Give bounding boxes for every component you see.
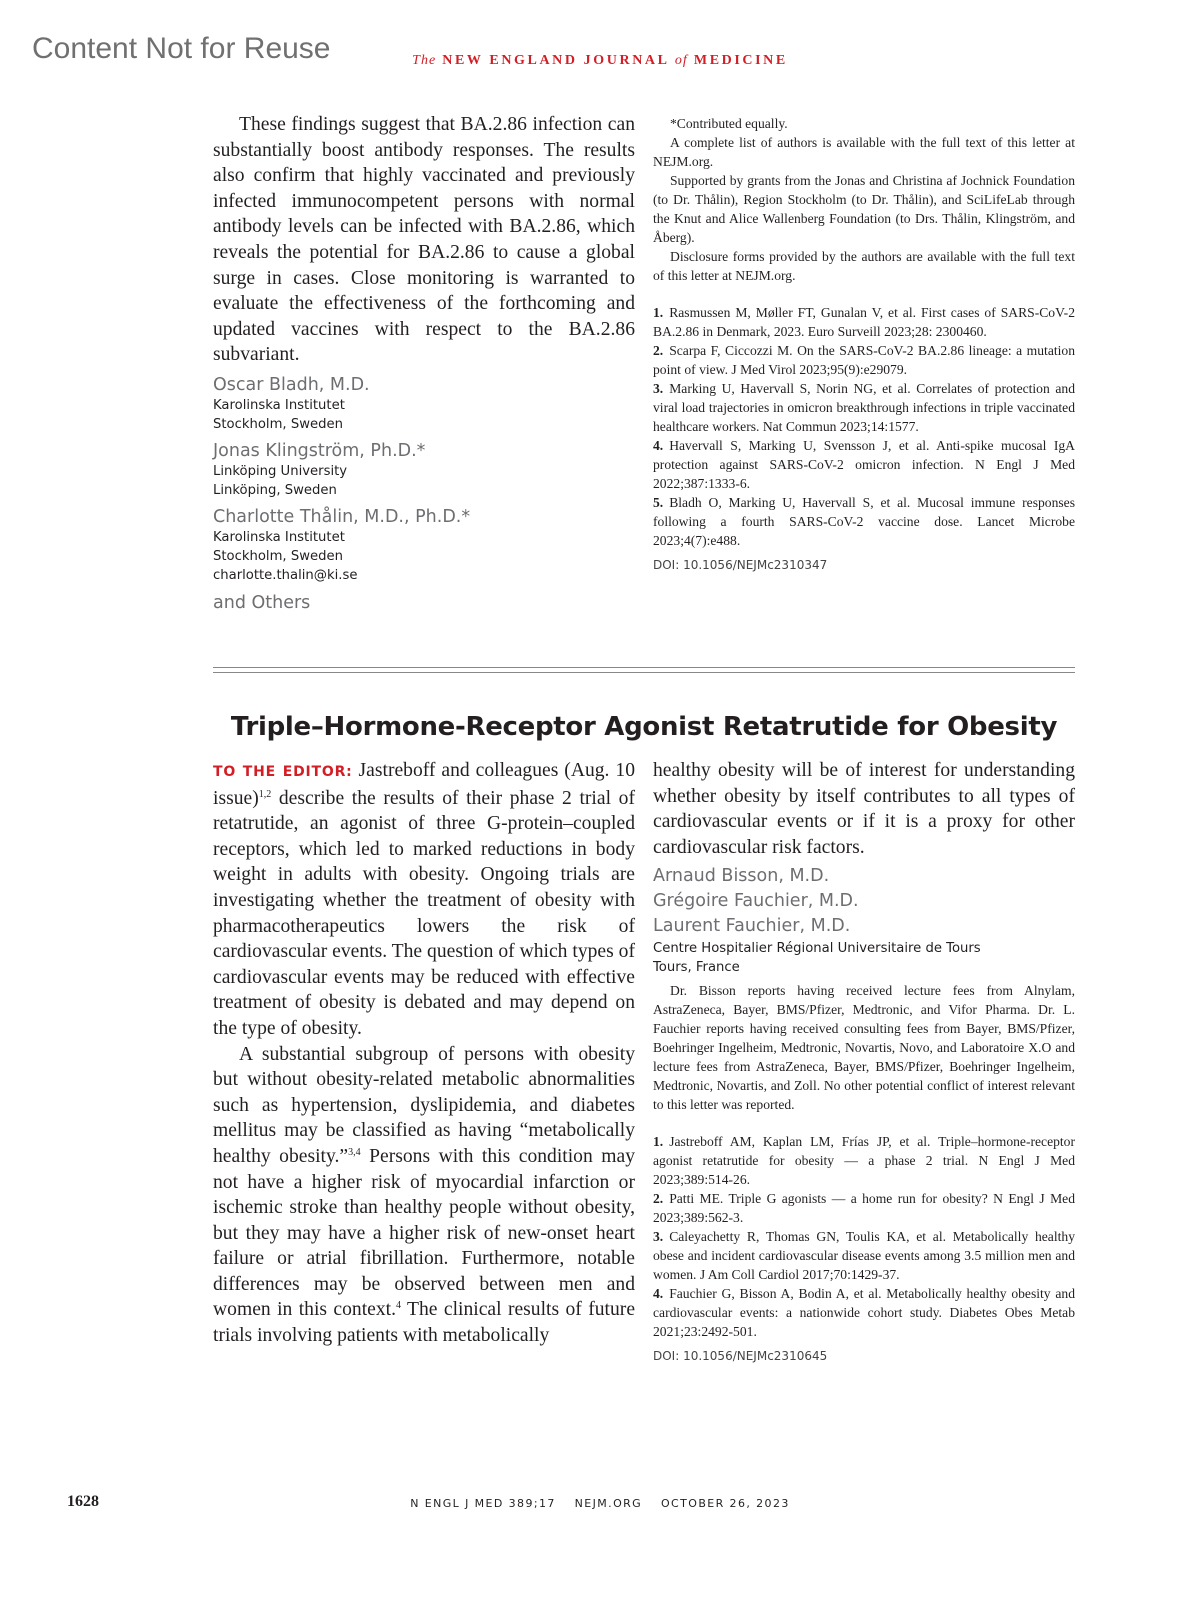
letter2-references (653, 1132, 1075, 1341)
masthead-the: The (412, 53, 437, 68)
author-location: Linköping, Sweden (213, 482, 337, 498)
reference-text: Fauchier G, Bisson A, Bodin A, et al. Metabolically healthy obesity and cardiovascular events: a nationwide cohort study. Diabetes Obes Metab 2021;23:2492-501. (653, 1286, 1075, 1340)
masthead-name1: NEW ENGLAND JOURNAL (442, 53, 669, 68)
letter2-affiliation: Centre Hospitalier Régional Universitaire de Tours (653, 941, 981, 957)
reference-number: 1. (653, 1134, 664, 1150)
reference-item (653, 1132, 1075, 1189)
reference-item (653, 1227, 1075, 1284)
letter2-disclosure-block (653, 981, 1075, 1114)
author-location: Stockholm, Sweden (213, 548, 343, 564)
reference-number: 2. (653, 343, 664, 358)
reference-text: Marking U, Havervall S, Norin NG, et al. Correlates of protection and viral load trajectories in omicron breakthrough infections in triple vaccinated healthcare workers. Nat Commun 2023;14:1577. (653, 381, 1075, 434)
author-affiliation: Karolinska Institutet (213, 529, 345, 545)
letter1-author-2 (213, 440, 635, 500)
letter2-body (213, 758, 635, 1349)
to-the-editor-label: TO THE EDITOR: (213, 764, 353, 780)
section-divider-bottom (213, 672, 1075, 673)
note-funding: Supported by grants from the Jonas and Christina af Jochnick Foundation (to Dr. Thålin), Region Stockholm (to Dr. Thålin), and SciLifeLab through the Knut and Alice Wallenberg Foundation (to Drs. Thålin, Klingström, and Åberg). (653, 173, 1075, 245)
letter2-author-2: Grégoire Fauchier, M.D. (653, 891, 859, 912)
letter2-body-continued (653, 758, 1075, 860)
letter2-author-3: Laurent Fauchier, M.D. (653, 916, 851, 937)
footer-citation (0, 1497, 1200, 1510)
citation-superscript: 3,4 (348, 1146, 361, 1158)
paragraph-text: describe the results of their phase 2 trial of retatrutide, an agonist of three G-protein–coupled receptors, which led to marked reductions in body weight in adults with obesity. Ongoing trials are investigating whether the treatment of obesity with pharmacotherapeutics lowers the risk of cardiovascular events. The question of which types of cardiovascular events may be reduced with effective treatment of obesity is debated and may depend on the type of obesity. (213, 787, 635, 1039)
paragraph-text: Jastreboff and colleagues (Aug. 10 issue) (213, 760, 636, 809)
section-divider-top (213, 667, 1075, 668)
author-name: Charlotte Thålin, M.D., Ph.D.* (213, 506, 471, 527)
letter2-left-column (213, 758, 635, 1349)
reference-number: 5. (653, 495, 664, 510)
note-contributed: *Contributed equally. (670, 116, 788, 131)
issue-date: OCTOBER 26, 2023 (661, 1497, 790, 1510)
watermark: Content Not for Reuse (32, 32, 331, 65)
reference-item (653, 379, 1075, 436)
letter2-right-column (653, 758, 1075, 1363)
note-disclosure: Disclosure forms provided by the authors are available with the full text of this letter at NEJM.org. (653, 249, 1075, 283)
letter2-author-1: Arnaud Bisson, M.D. (653, 866, 830, 887)
reference-item (653, 493, 1075, 550)
letter1-author-1 (213, 374, 635, 434)
letter1-left-column (213, 112, 635, 613)
reference-text: Rasmussen M, Møller FT, Gunalan V, et al. First cases of SARS-CoV-2 BA.2.86 in Denmark, 2023. Euro Surveill 2023;28: 2300460. (653, 305, 1075, 339)
letter1-body (213, 112, 635, 368)
author-location: Stockholm, Sweden (213, 416, 343, 432)
reference-text: Jastreboff AM, Kaplan LM, Frías JP, et al. Triple–hormone-receptor agonist retatrutide for obesity — a phase 2 trial. N Engl J Med 2023;389:514-26. (653, 1134, 1075, 1188)
letter1-paragraph: These findings suggest that BA.2.86 infection can substantially boost antibody responses. The results also confirm that highly vaccinated and previously infected immunocompetent persons with normal antibody levels can be infected with BA.2.86, which reveals the potential for BA.2.86 to cause a global surge in cases. Close monitoring is warranted to evaluate the effectiveness of the forthcoming and updated vaccines with respect to the BA.2.86 subvariant. (213, 114, 635, 366)
reference-text: Patti ME. Triple G agonists — a home run for obesity? N Engl J Med 2023;389:562-3. (653, 1191, 1075, 1226)
letter1-notes (653, 114, 1075, 285)
and-others: and Others (213, 592, 311, 613)
letter2-paragraph-2 (213, 1042, 635, 1349)
letter2-disclosure: Dr. Bisson reports having received lecture fees from Alnylam, AstraZeneca, Bayer, BMS/Pfizer, Medtronic, and Vifor Pharma. Dr. L. Fauchier reports having received consulting fees from Bayer, BMS/Pfizer, Boehringer Ingelheim, Medtronic, Novartis, Novo, and Laboratoire X.O and lecture fees from AstraZeneca, Bayer, BMS/Pfizer, Boehringer Ingelheim, Medtronic, Novartis, and Zoll. No other potential conflict of interest relevant to this letter was reported. (653, 983, 1075, 1113)
paragraph-text: The clinical results of future trials involving patients with metabolically (213, 1299, 636, 1347)
letter1-references (653, 303, 1075, 550)
reference-text: Havervall S, Marking U, Svensson J, et al. Anti-spike mucosal IgA protection against SARS-CoV-2 omicron infection. N Engl J Med 2022;387:1333-6. (653, 438, 1075, 491)
reference-text: Scarpa F, Ciccozzi M. On the SARS-CoV-2 BA.2.86 lineage: a mutation point of view. J Med Virol 2023;95(9):e29079. (653, 343, 1075, 377)
reference-item (653, 341, 1075, 379)
reference-number: 4. (653, 438, 664, 453)
reference-number: 3. (653, 1229, 664, 1245)
reference-number: 4. (653, 1286, 664, 1302)
reference-number: 2. (653, 1191, 664, 1207)
letter2-location: Tours, France (653, 960, 740, 976)
reference-text: Bladh O, Marking U, Havervall S, et al. Mucosal immune responses following a fourth SARS-CoV-2 vaccine dose. Lancet Microbe 2023;4(7):e488. (653, 495, 1075, 548)
letter1-right-column (653, 114, 1075, 572)
letter2-doi[interactable]: DOI: 10.1056/NEJMc2310645 (653, 1349, 828, 1364)
journal-citation: N ENGL J MED 389;17 (410, 1497, 556, 1510)
masthead-name2: MEDICINE (693, 53, 788, 68)
reference-item (653, 1284, 1075, 1341)
masthead-of: of (674, 53, 688, 68)
letter2-paragraph-2-continued: healthy obesity will be of interest for understanding whether obesity by itself contributes to all types of cardiovascular events or if it is a proxy for other cardiovascular risk factors. (653, 760, 1075, 858)
letter2-paragraph-1 (213, 758, 635, 1042)
reference-number: 3. (653, 381, 664, 396)
author-affiliation: Karolinska Institutet (213, 397, 345, 413)
reference-item (653, 436, 1075, 493)
reference-item (653, 1189, 1075, 1227)
author-name: Jonas Klingström, Ph.D.* (213, 440, 426, 461)
article-title: Triple–Hormone-Receptor Agonist Retatrutide for Obesity (230, 712, 1058, 742)
author-name: Oscar Bladh, M.D. (213, 374, 370, 395)
page-number: 1628 (67, 1493, 99, 1510)
reference-item (653, 303, 1075, 341)
reference-text: Caleyachetty R, Thomas GN, Toulis KA, et al. Metabolically healthy obese and incident cardiovascular disease events among 3.5 million men and women. J Am Coll Cardiol 2017;70:1429-37. (653, 1229, 1075, 1283)
note-authors: A complete list of authors is available with the full text of this letter at NEJM.org. (653, 135, 1075, 169)
reference-number: 1. (653, 305, 664, 320)
citation-superscript: 1,2 (258, 788, 272, 800)
letter1-author-3 (213, 506, 635, 585)
paragraph-text: A substantial subgroup of persons with obesity but without obesity-related metabolic abnormalities such as hypertension, dyslipidemia, and diabetes mellitus may be classified as having “metabolically healthy obesity.” (213, 1043, 635, 1167)
paragraph-text: Persons with this condition may not have a higher risk of myocardial infarction or ischemic stroke than healthy people without obesity, but they may have a higher risk of new-onset heart failure or atrial fibrillation. Furthermore, notable differences may be observed between men and women in this context. (213, 1145, 635, 1321)
author-email[interactable]: charlotte.thalin@ki.se (213, 567, 358, 583)
letter1-doi[interactable]: DOI: 10.1056/NEJMc2310347 (653, 558, 828, 572)
citation-superscript: 4 (396, 1300, 401, 1312)
journal-masthead (0, 53, 1200, 69)
author-affiliation: Linköping University (213, 463, 348, 479)
journal-site: NEJM.ORG (574, 1497, 643, 1510)
